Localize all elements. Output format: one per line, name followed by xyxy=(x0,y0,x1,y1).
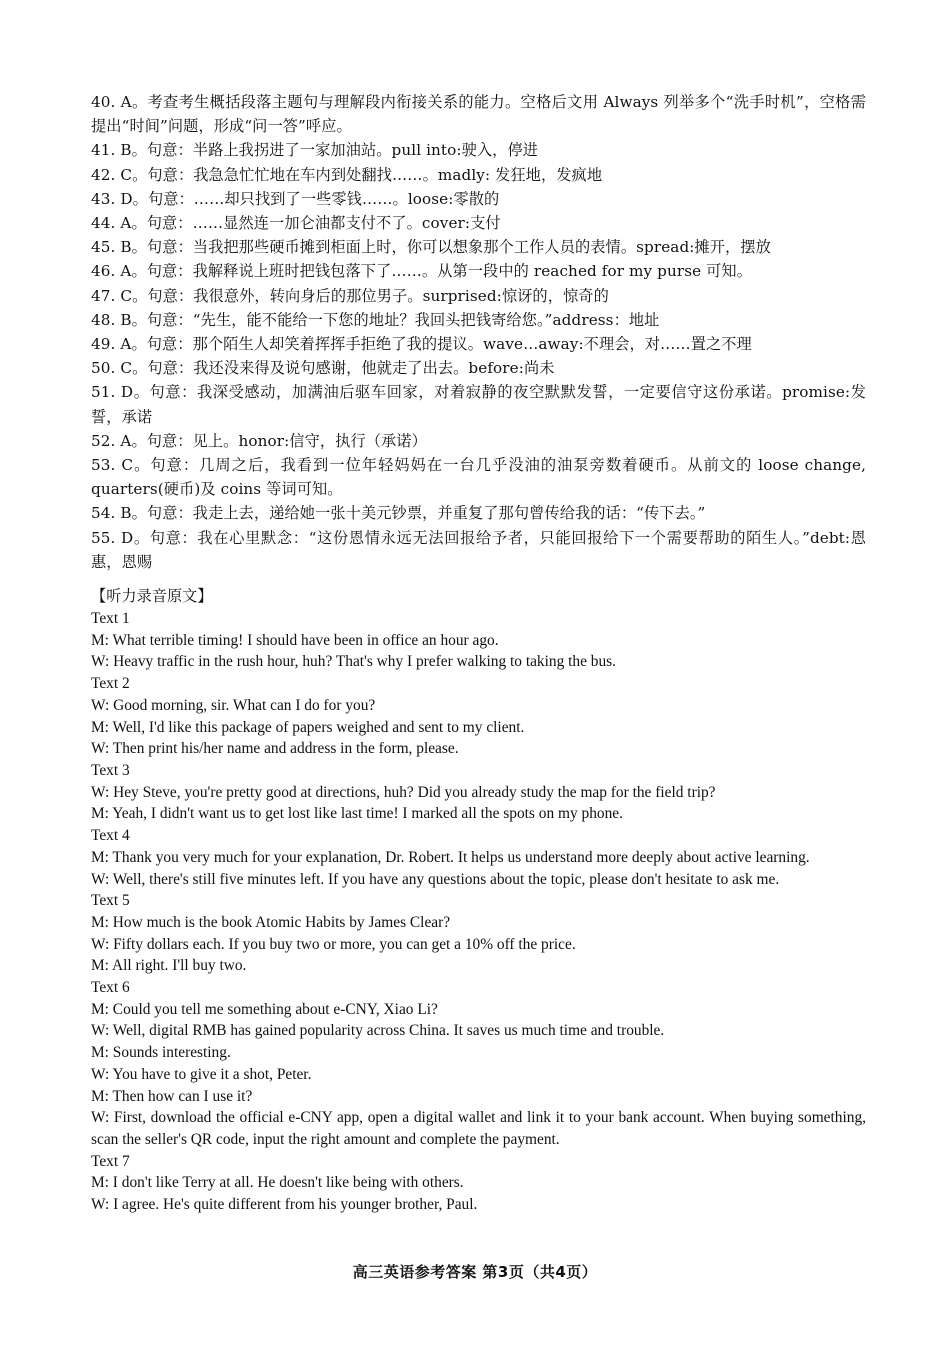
dialogue-line: W: Heavy traffic in the rush hour, huh? That's why I prefer walking to taking the bus. xyxy=(91,653,617,671)
dialogue-line: W: Good morning, sir. What can I do for you? xyxy=(91,696,376,714)
answer-item: 44. A。句意：……显然连一加仑油都支付不了。cover:支付 xyxy=(91,214,501,233)
listening-title: 【听力录音原文】 xyxy=(91,587,213,606)
answer-item: 53. C。句意：几周之后，我看到一位年轻妈妈在一台几乎没油的油泵旁数着硬币。从前文的 loose change, quarters(硬币)及 coins 等词可知。 xyxy=(91,456,866,499)
dialogue-line: M: Could you tell me something about e-CNY, Xiao Li? xyxy=(91,1000,438,1018)
answer-item: 45. B。句意：当我把那些硬币摊到柜面上时，你可以想象那个工作人员的表情。spread:摊开，摆放 xyxy=(91,238,771,257)
dialogue-line: W: Well, digital RMB has gained popularity across China. It saves us much time and trouble. xyxy=(91,1022,665,1040)
answer-item: 47. C。句意：我很意外，转向身后的那位男子。surprised:惊讶的，惊奇的 xyxy=(91,286,609,305)
listening-texts xyxy=(91,608,866,1216)
answer-item: 55. D。句意：我在心里默念：“这份恩情永远无法回报给予者，只能回报给下一个需要帮助的陌生人。”debt:恩惠，恩赐 xyxy=(91,528,866,571)
transcript-heading: Text 3 xyxy=(91,761,130,779)
answer-item: 40. A。考查考生概括段落主题句与理解段内衔接关系的能力。空格后文用 Always 列举多个“洗手时机”，空格需提出“时间”问题，形成“问一答”呼应。 xyxy=(91,93,866,136)
dialogue-line: M: Well, I'd like this package of papers weighed and sent to my client. xyxy=(91,718,525,736)
transcript-heading: Text 2 xyxy=(91,675,130,693)
dialogue-line: M: Then how can I use it? xyxy=(91,1087,253,1105)
dialogue-line: W: You have to give it a shot, Peter. xyxy=(91,1065,312,1083)
dialogue-line: M: How much is the book Atomic Habits by James Clear? xyxy=(91,913,451,931)
answer-list xyxy=(91,90,866,574)
transcript-heading: Text 7 xyxy=(91,1152,130,1170)
dialogue-line: M: Thank you very much for your explanation, Dr. Robert. It helps us understand more deeply about active learning. xyxy=(91,848,810,866)
dialogue-line: W: Then print his/her name and address in the form, please. xyxy=(91,740,459,758)
answer-item: 42. C。句意：我急急忙忙地在车内到处翻找……。madly: 发狂地，发疯地 xyxy=(91,165,603,184)
answer-item: 46. A。句意：我解释说上班时把钱包落下了……。从第一段中的 reached for my purse 可知。 xyxy=(91,262,752,281)
dialogue-line: W: Well, there's still five minutes left. If you have any questions about the topic, please don't hesitate to ask me. xyxy=(91,870,780,888)
dialogue-line: M: Yeah, I didn't want us to get lost like last time! I marked all the spots on my phone. xyxy=(91,805,623,823)
dialogue-line: W: Hey Steve, you're pretty good at directions, huh? Did you already study the map for the field trip? xyxy=(91,783,716,801)
answer-item: 52. A。句意：见上。honor:信守，执行（承诺） xyxy=(91,431,427,450)
page-footer: 高三英语参考答案 第3页（共4页） xyxy=(352,1263,598,1281)
transcript-heading: Text 6 xyxy=(91,979,130,997)
dialogue-line: M: I don't like Terry at all. He doesn't like being with others. xyxy=(91,1174,464,1192)
transcript-heading: Text 1 xyxy=(91,610,130,628)
dialogue-line: W: I agree. He's quite different from his younger brother, Paul. xyxy=(91,1196,478,1214)
answer-item: 51. D。句意：我深受感动，加满油后驱车回家，对着寂静的夜空默默发誓，一定要信守这份承诺。promise:发誓，承诺 xyxy=(91,383,866,426)
answer-item: 43. D。句意：……却只找到了一些零钱……。loose:零散的 xyxy=(91,189,500,208)
dialogue-line: W: Fifty dollars each. If you buy two or more, you can get a 10% off the price. xyxy=(91,935,576,953)
listening-section xyxy=(91,584,866,1216)
answer-page xyxy=(91,90,866,1216)
answer-item: 50. C。句意：我还没来得及说句感谢，他就走了出去。before:尚未 xyxy=(91,359,555,378)
answer-item: 41. B。句意：半路上我拐进了一家加油站。pull into:驶入，停进 xyxy=(91,141,539,160)
transcript-heading: Text 4 xyxy=(91,827,130,845)
dialogue-line: W: First, download the official e-CNY app, open a digital wallet and link it to your bank account. When buying something, scan the seller's QR code, input the right amount and complete the payment. xyxy=(91,1109,866,1148)
transcript-heading: Text 5 xyxy=(91,892,130,910)
answer-item: 49. A。句意：那个陌生人却笑着挥挥手拒绝了我的提议。wave…away:不理会，对……置之不理 xyxy=(91,335,752,354)
dialogue-line: M: All right. I'll buy two. xyxy=(91,957,247,975)
answer-item: 54. B。句意：我走上去，递给她一张十美元钞票，并重复了那句曾传给我的话：“传下去。” xyxy=(91,504,706,523)
answer-item: 48. B。句意：“先生，能不能给一下您的地址？我回头把钱寄给您。”address：地址 xyxy=(91,310,660,329)
dialogue-line: M: What terrible timing! I should have been in office an hour ago. xyxy=(91,631,499,649)
dialogue-line: M: Sounds interesting. xyxy=(91,1044,231,1062)
